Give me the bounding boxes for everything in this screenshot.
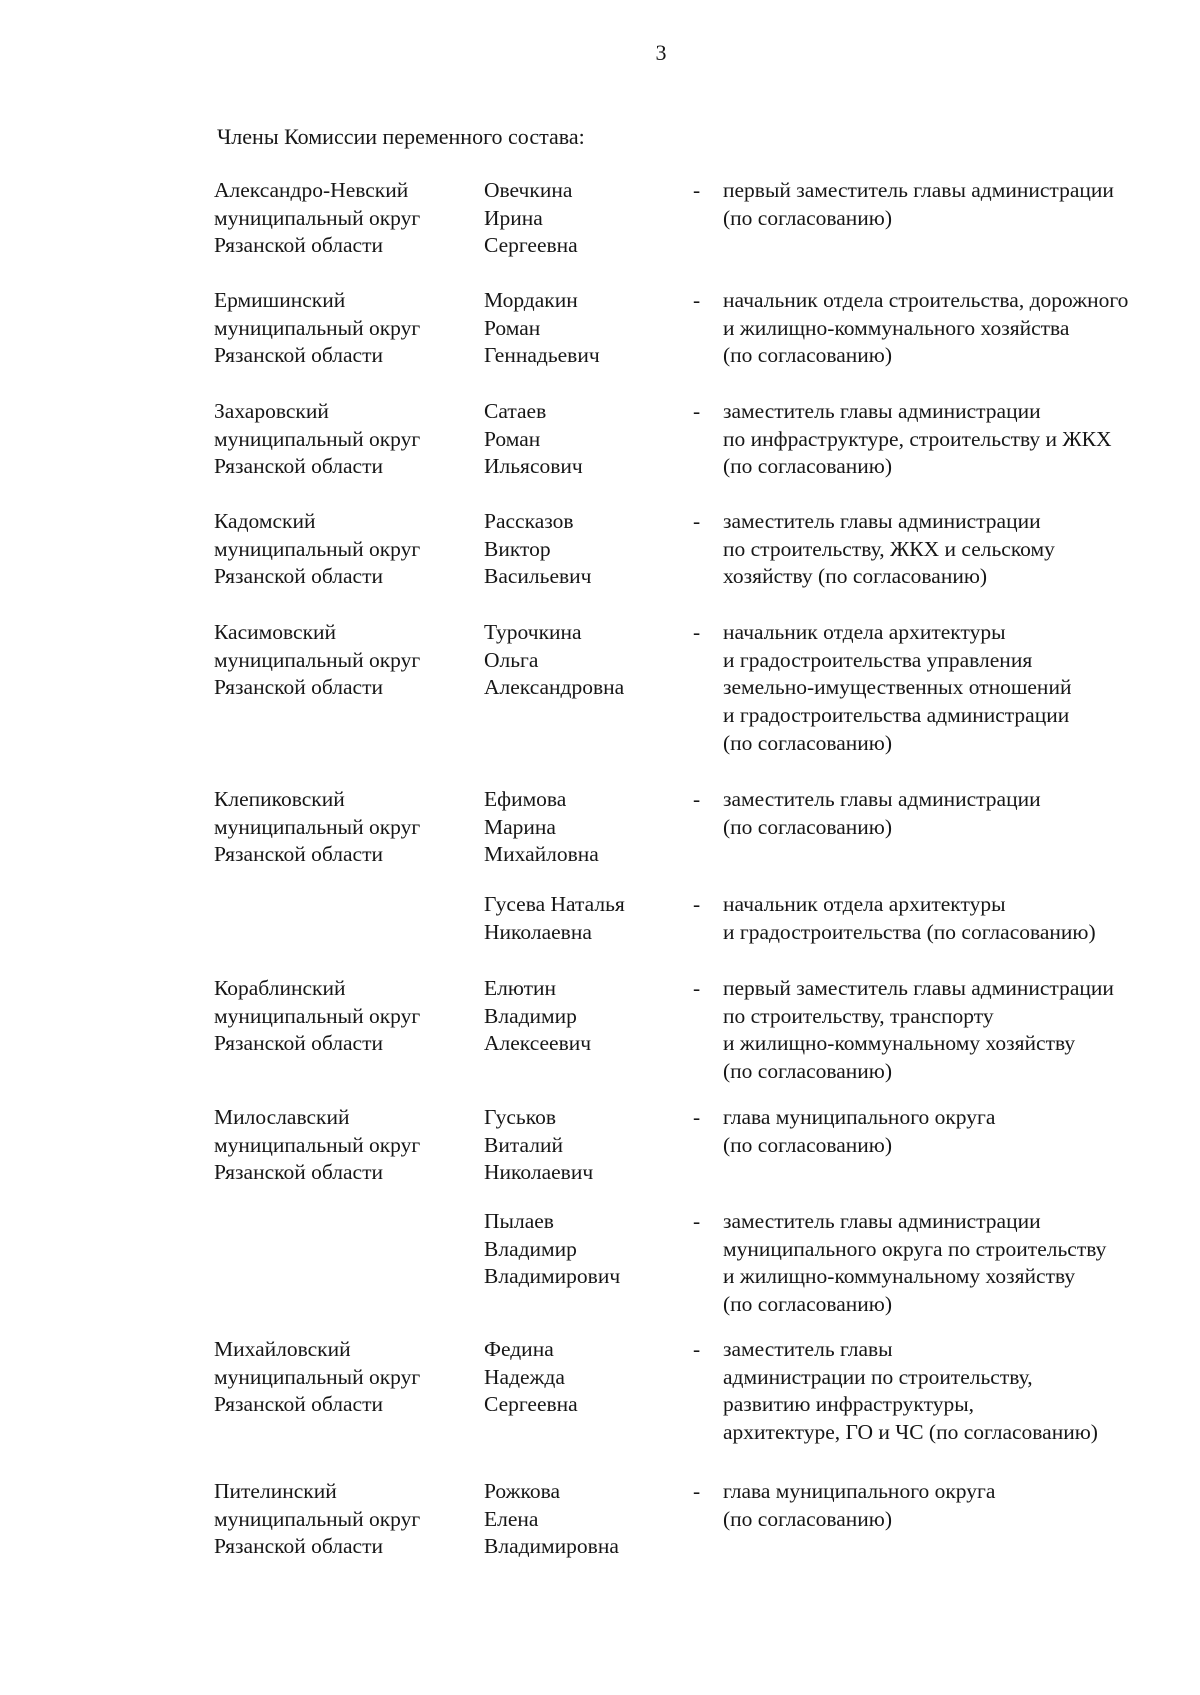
member-position-line: (по согласованию) (723, 454, 893, 479)
member-position (723, 398, 1112, 481)
district-name-line: Касимовский (214, 620, 337, 644)
district-name-line: Захаровский (214, 399, 329, 423)
member-name-line: Елютин (484, 976, 557, 1000)
member-name (484, 619, 624, 702)
member-name-line: Пылаев (484, 1209, 554, 1233)
dash-separator: - (693, 892, 701, 916)
district-name-line: Михайловский (214, 1337, 351, 1361)
member-position-line: (по согласованию) (723, 1059, 893, 1084)
section-heading: Члены Комиссии переменного состава: (217, 124, 585, 149)
member-position-line: и жилищно-коммунальному хозяйству (723, 1264, 1076, 1289)
member-name (484, 786, 599, 869)
member-position-line: администрации по строительству, (723, 1364, 1033, 1389)
page-number: 3 (655, 40, 667, 65)
member-name-line: Рассказов (484, 509, 574, 533)
member-position (723, 619, 1071, 758)
member-position (723, 1478, 995, 1533)
member-name-line: Виталий (484, 1132, 563, 1157)
member-position-line: (по согласованию) (723, 1506, 893, 1531)
member-position (723, 975, 1114, 1086)
member-name-line: Геннадьевич (484, 343, 600, 368)
dash-separator: - (693, 1337, 701, 1361)
district-name-line: муниципальный округ (214, 205, 421, 230)
member-position (723, 508, 1055, 591)
district-name (214, 508, 420, 591)
member-position-line: начальник отдела строительства, дорожного (723, 288, 1129, 312)
member-position-line: (по согласованию) (723, 205, 893, 230)
member-name-line: Владимир (484, 1236, 577, 1261)
member-position-line: заместитель главы (723, 1337, 893, 1361)
member-position-line: первый заместитель главы администрации (723, 178, 1114, 202)
member-position-line: (по согласованию) (723, 730, 893, 755)
member-position-line: начальник отдела архитектуры (723, 620, 1006, 644)
member-position-line: (по согласованию) (723, 1132, 893, 1157)
member-name-line: Владимир (484, 1003, 577, 1028)
member-name (484, 1478, 619, 1561)
member-position-line: земельно-имущественных отношений (723, 675, 1072, 700)
member-name (484, 975, 591, 1058)
member-name-line: Алексеевич (484, 1031, 592, 1056)
district-name (214, 177, 420, 260)
district-name (214, 786, 420, 869)
member-name-line: Ефимова (484, 787, 567, 811)
member-name-line: Ирина (484, 205, 543, 230)
member-name-line: Роман (484, 315, 541, 340)
member-name (484, 1336, 578, 1419)
member-name-line: Роман (484, 426, 541, 451)
member-position (723, 1336, 1098, 1447)
member-position (723, 891, 1096, 946)
member-position-line: архитектуре, ГО и ЧС (по согласованию) (723, 1420, 1098, 1445)
member-position-line: по инфраструктуре, строительству и ЖКХ (723, 426, 1112, 451)
district-name-line: муниципальный округ (214, 315, 421, 340)
member-name-line: Овечкина (484, 178, 573, 202)
district-name-line: муниципальный округ (214, 1132, 421, 1157)
district-name (214, 398, 420, 481)
member-name-line: Турочкина (484, 620, 582, 644)
member-name-line: Александровна (484, 675, 625, 700)
dash-separator: - (693, 1209, 701, 1233)
district-name (214, 1104, 420, 1187)
district-name-line: Рязанской области (214, 1031, 383, 1056)
member-position-line: заместитель главы администрации (723, 509, 1041, 533)
member-position-line: и градостроительства администрации (723, 703, 1070, 728)
dash-separator: - (693, 1479, 701, 1503)
district-name-line: муниципальный округ (214, 1003, 421, 1028)
member-position (723, 1208, 1106, 1319)
district-name-line: Милославский (214, 1105, 350, 1129)
member-position-line: глава муниципального округа (723, 1479, 996, 1503)
member-position-line: и градостроительства управления (723, 647, 1033, 672)
dash-separator: - (693, 509, 701, 533)
member-position-line: по строительству, ЖКХ и сельскому (723, 536, 1055, 561)
member-name-line: Ольга (484, 647, 539, 672)
district-name-line: Ермишинский (214, 288, 346, 312)
district-name-line: Рязанской области (214, 842, 383, 867)
dash-separator: - (693, 288, 701, 312)
district-name-line: муниципальный округ (214, 536, 421, 561)
member-position-line: муниципального округа по строительству (723, 1236, 1107, 1261)
member-position-line: заместитель главы администрации (723, 787, 1041, 811)
dash-separator: - (693, 976, 701, 1000)
member-name-line: Елена (484, 1506, 539, 1531)
member-position-line: заместитель главы администрации (723, 1209, 1041, 1233)
district-name-line: муниципальный округ (214, 647, 421, 672)
member-position-line: (по согласованию) (723, 343, 893, 368)
member-position (723, 786, 1041, 841)
district-name-line: Рязанской области (214, 564, 383, 589)
district-name (214, 975, 420, 1058)
district-name-line: муниципальный округ (214, 1506, 421, 1531)
member-position-line: и жилищно-коммунальному хозяйству (723, 1031, 1076, 1056)
member-name-line: Сергеевна (484, 1392, 578, 1417)
member-name (484, 287, 600, 370)
member-position-line: первый заместитель главы администрации (723, 976, 1114, 1000)
member-position (723, 287, 1128, 370)
member-name (484, 508, 591, 591)
member-name-line: Гуськов (484, 1105, 556, 1129)
dash-separator: - (693, 399, 701, 423)
district-name-line: Рязанской области (214, 675, 383, 700)
member-position-line: заместитель главы администрации (723, 399, 1041, 423)
member-name-line: Виктор (484, 536, 551, 561)
member-position-line: (по согласованию) (723, 814, 893, 839)
district-name (214, 1336, 420, 1419)
member-name-line: Мордакин (484, 288, 578, 312)
member-name-line: Сергеевна (484, 233, 578, 258)
district-name-line: Пителинский (214, 1479, 337, 1503)
member-name-line: Владимировна (484, 1534, 619, 1559)
district-name (214, 1478, 420, 1561)
member-name (484, 1104, 593, 1187)
member-name (484, 1208, 620, 1291)
district-name-line: Рязанской области (214, 233, 383, 258)
district-name-line: Рязанской области (214, 454, 383, 479)
member-name-line: Рожкова (484, 1479, 561, 1503)
dash-separator: - (693, 178, 701, 202)
member-name-line: Николаевна (484, 919, 592, 944)
district-name-line: Кораблинский (214, 976, 346, 1000)
member-name-line: Владимирович (484, 1264, 621, 1289)
member-position-line: по строительству, транспорту (723, 1003, 994, 1028)
dash-separator: - (693, 1105, 701, 1129)
member-position-line: развитию инфраструктуры, (723, 1392, 975, 1417)
member-name-line: Гусева Наталья (484, 892, 625, 916)
member-name-line: Федина (484, 1337, 554, 1361)
district-name-line: Кадомский (214, 509, 316, 533)
member-name (484, 398, 583, 481)
district-name-line: муниципальный округ (214, 1364, 421, 1389)
member-position-line: (по согласованию) (723, 1292, 893, 1317)
member-name-line: Ильясович (484, 454, 583, 479)
member-name-line: Николаевич (484, 1160, 594, 1185)
member-name-line: Сатаев (484, 399, 547, 423)
district-name (214, 287, 420, 370)
district-name (214, 619, 420, 702)
member-name-line: Михайловна (484, 842, 599, 867)
member-position (723, 1104, 995, 1159)
member-name-line: Марина (484, 814, 556, 839)
member-position (723, 177, 1114, 232)
member-name-line: Васильевич (484, 564, 592, 589)
member-position-line: и жилищно-коммунального хозяйства (723, 315, 1070, 340)
district-name-line: Клепиковский (214, 787, 345, 811)
member-position-line: начальник отдела архитектуры (723, 892, 1006, 916)
district-name-line: Рязанской области (214, 1160, 383, 1185)
district-name-line: муниципальный округ (214, 814, 421, 839)
district-name-line: Рязанской области (214, 1392, 383, 1417)
dash-separator: - (693, 620, 701, 644)
dash-separator: - (693, 787, 701, 811)
district-name-line: Рязанской области (214, 1534, 383, 1559)
member-position-line: хозяйству (по согласованию) (723, 564, 988, 589)
district-name-line: Александро-Невский (214, 178, 409, 202)
member-name (484, 891, 625, 946)
member-position-line: и градостроительства (по согласованию) (723, 919, 1096, 944)
district-name-line: Рязанской области (214, 343, 383, 368)
district-name-line: муниципальный округ (214, 426, 421, 451)
member-name-line: Надежда (484, 1364, 565, 1389)
member-position-line: глава муниципального округа (723, 1105, 996, 1129)
member-name (484, 177, 578, 260)
